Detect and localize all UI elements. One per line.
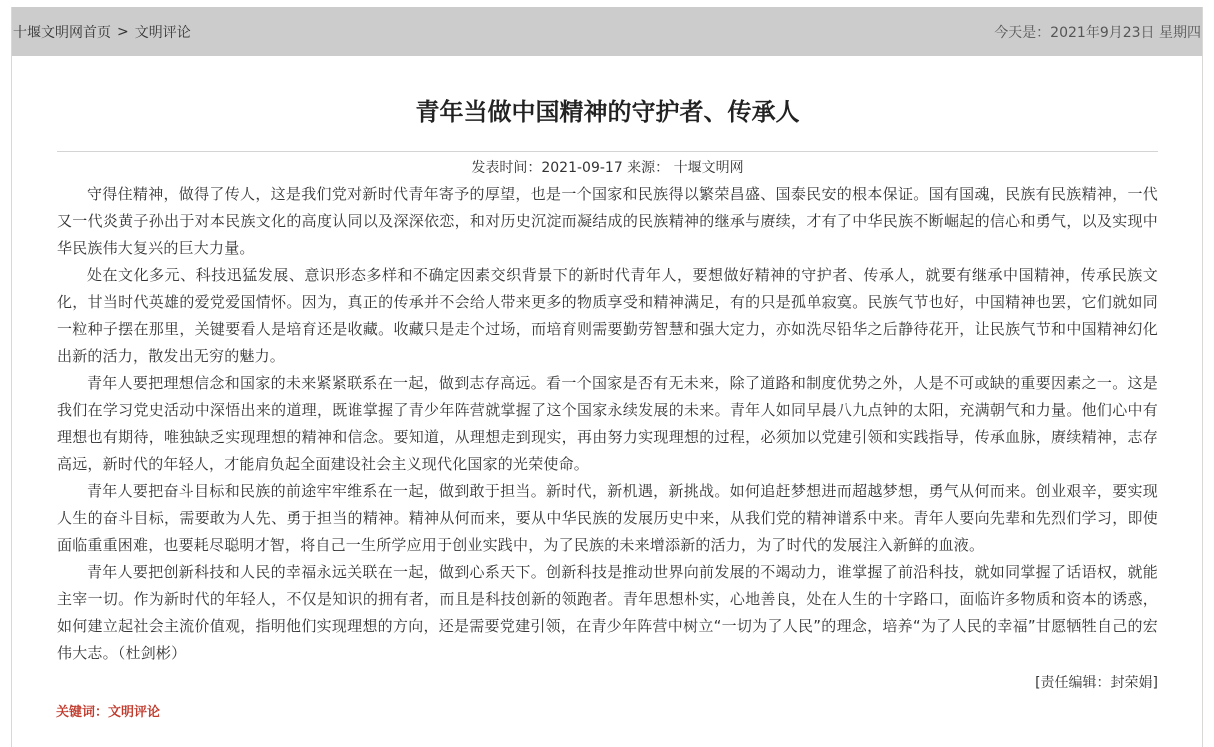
title-divider	[57, 151, 1158, 152]
top-bar	[12, 7, 1202, 56]
article-paragraph: 处在文化多元、科技迅猛发展、意识形态多样和不确定因素交织背景下的新时代青年人，要想做好精神的守护者、传承人，就要有继承中国精神，传承民族文化，甘当时代英雄的爱党爱国情怀。因为，真正的传承并不会给人带来更多的物质享受和精神满足，有的只是孤单寂寞。民族气节也好，中国精神也罢，它们就如同一粒种子摆在那里，关键要看人是培育还是收藏。收藏只是走个过场，而培育则需要勤劳智慧和强大定力，亦如洗尽铅华之后静待花开，让民族气节和中国精神幻化出新的活力，散发出无穷的魅力。	[57, 266, 1158, 365]
article-paragraph: 青年人要把奋斗目标和民族的前途牢牢维系在一起，做到敢于担当。新时代，新机遇，新挑战。如何追赶梦想进而超越梦想，勇气从何而来。创业艰辛，要实现人生的奋斗目标，需要敢为人先、勇于担当的精神。精神从何而来，要从中华民族的发展历史中来，从我们党的精神谱系中来。青年人要向先辈和先烈们学习，即使面临重重困难，也要耗尽聪明才智，将自己一生所学应用于创业实践中，为了民族的未来增添新的活力，为了时代的发展注入新鲜的血液。	[57, 482, 1158, 554]
article-body	[57, 181, 1158, 667]
responsible-editor: [责任编辑：封荣娟]	[1035, 675, 1158, 691]
breadcrumb-home-link[interactable]: 十堰文明网首页	[13, 24, 111, 41]
article-paragraph: 青年人要把理想信念和国家的未来紧紧联系在一起，做到志存高远。看一个国家是否有无未来，除了道路和制度优势之外，人是不可或缺的重要因素之一。这是我们在学习党史活动中深悟出来的道理，既谁掌握了青少年阵营就掌握了这个国家永续发展的未来。青年人如同早晨八九点钟的太阳，充满朝气和力量。他们心中有理想也有期待，唯独缺乏实现理想的精神和信念。要知道，从理想走到现实，再由努力实现理想的过程，必须加以党建引领和实践指导，传承血脉，赓续精神，志存高远，新时代的年轻人，才能肩负起全面建设社会主义现代化国家的光荣使命。	[57, 374, 1158, 473]
breadcrumb-separator: >	[117, 23, 129, 40]
keyword-link[interactable]: 文明评论	[108, 705, 161, 720]
keywords-row	[12, 701, 1202, 720]
article	[12, 56, 1202, 693]
article-paragraph: 青年人要把创新科技和人民的幸福永远关联在一起，做到心系天下。创新科技是推动世界向前发展的不竭动力，谁掌握了前沿科技，就如同掌握了话语权，就能主宰一切。作为新时代的年轻人，不仅是知识的拥有者，而且是科技创新的领跑者。青年思想朴实，心地善良，处在人生的十字路口，面临许多物质和资本的诱惑，如何建立起社会主流价值观，指明他们实现理想的方向，还是需要党建引领，在青少年阵营中树立“一切为了人民”的理念，培养“为了人民的幸福”甘愿牺牲自己的宏伟大志。（杜剑彬）	[57, 563, 1158, 662]
breadcrumb	[12, 22, 191, 42]
page-container	[11, 7, 1203, 747]
article-meta: 发表时间：2021-09-17 来源： 十堰文明网	[471, 160, 744, 176]
article-paragraph: 守得住精神，做得了传人，这是我们党对新时代青年寄予的厚望，也是一个国家和民族得以繁荣昌盛、国泰民安的根本保证。国有国魂，民族有民族精神，一代又一代炎黄子孙出于对本民族文化的高度认同以及深深依恋，和对历史沉淀而凝结成的民族精神的继承与赓续，才有了中华民族不断崛起的信心和勇气，以及实现中华民族伟大复兴的巨大力量。	[57, 185, 1158, 257]
breadcrumb-section-link[interactable]: 文明评论	[134, 24, 191, 41]
keywords-label: 关键词：	[56, 705, 109, 720]
article-title: 青年当做中国精神的守护者、传承人	[415, 98, 800, 126]
current-date: 今天是：2021年9月23日 星期四	[994, 24, 1201, 41]
